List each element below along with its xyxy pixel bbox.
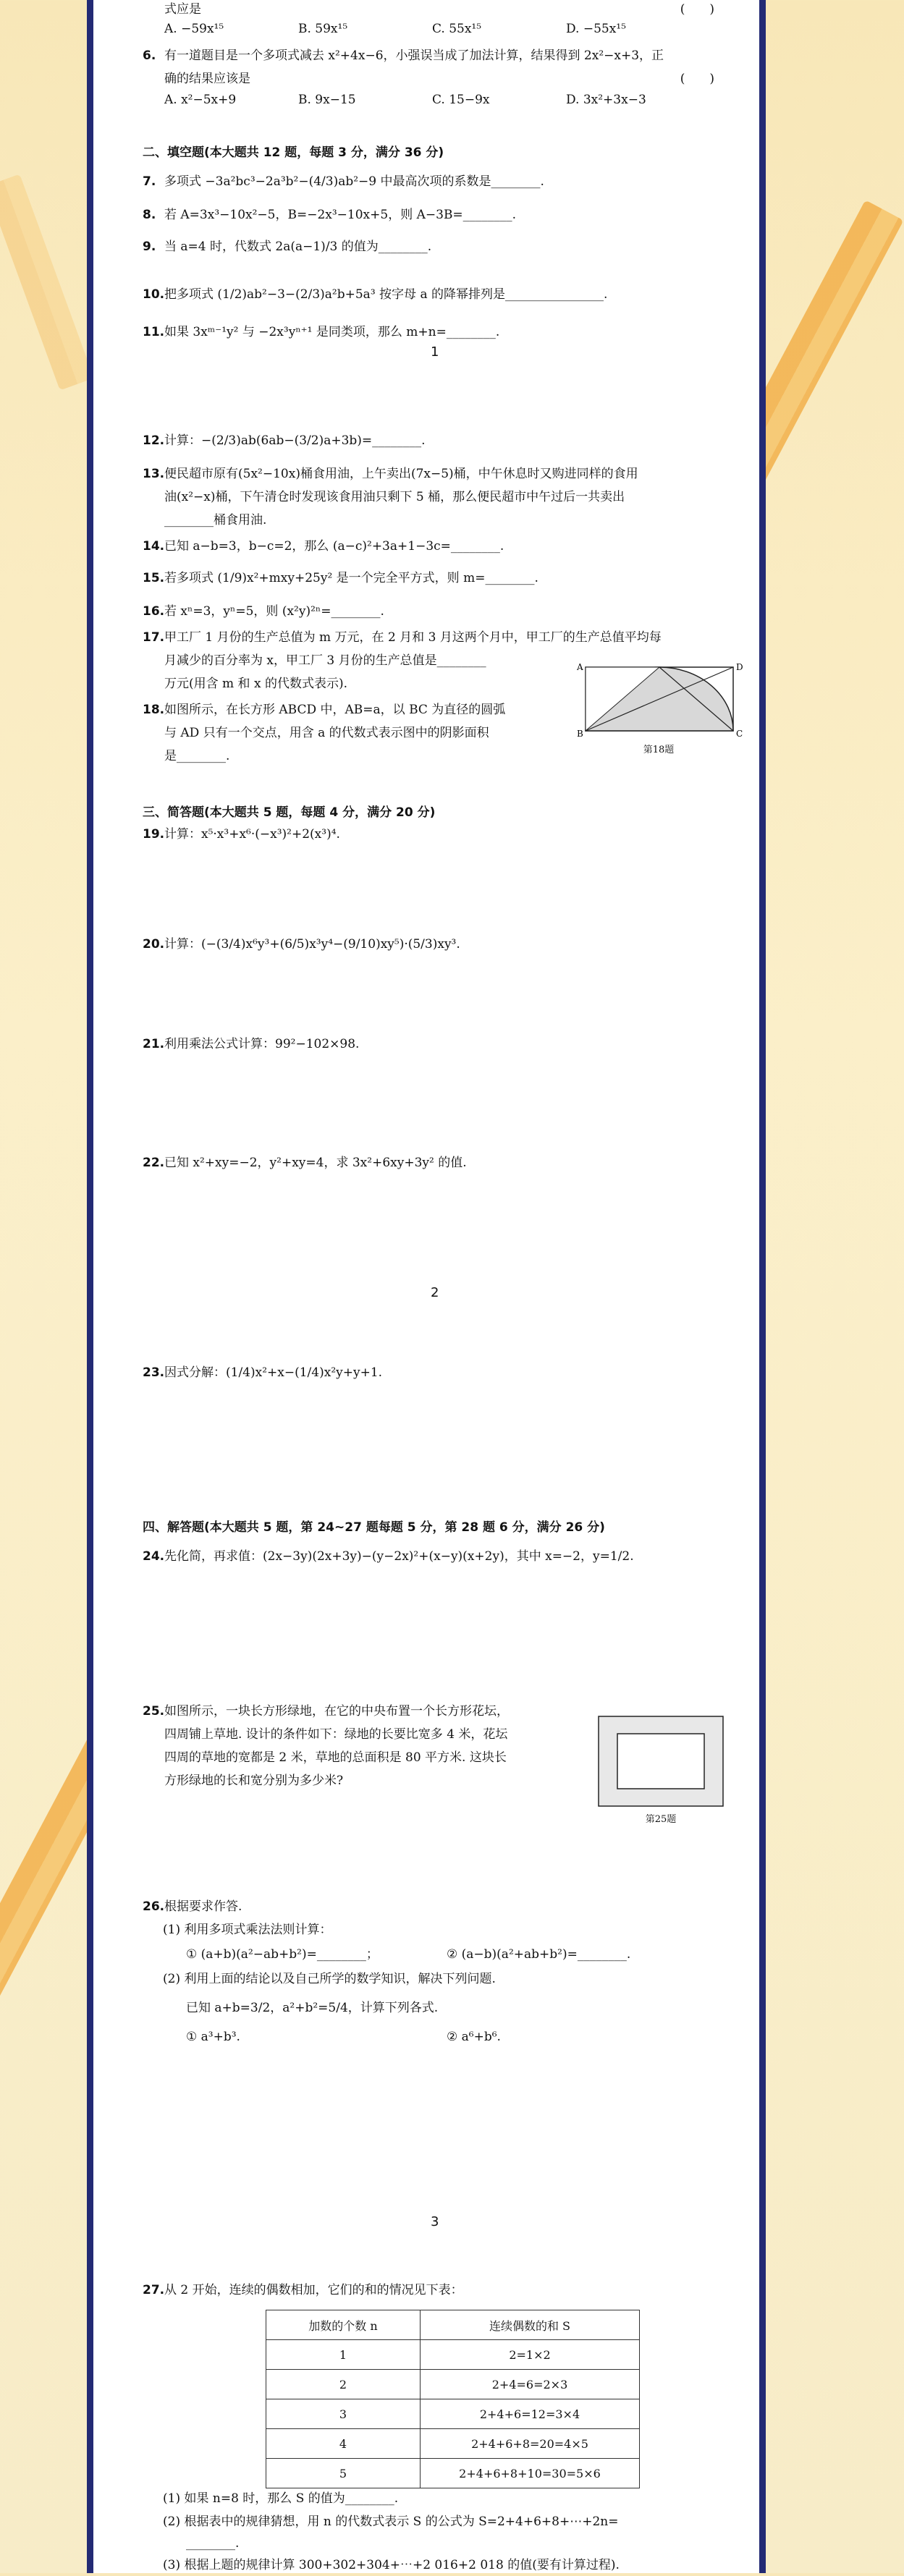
option-c: C. 55x¹⁵ [432,22,482,36]
table-cell: 3 [266,2399,421,2429]
question-27-part2: (2) 根据表中的规律猜想，用 n 的代数式表示 S 的公式为 S=2+4+6+8+⋯+2n= [163,2514,619,2529]
background-stripe-mid-left [0,174,94,390]
exam-page [87,0,766,2573]
option-a: A. x²−5x+9 [164,93,237,107]
figure-18-diagram [575,658,742,738]
question-22: 22.已知 x²+xy=−2，y²+xy=4，求 3x²+6xy+3y² 的值. [143,1156,467,1170]
option-b: B. 59x¹⁵ [298,22,348,36]
label-d: D [736,662,743,672]
question-17-line3: 万元(用含 m 和 x 的代数式表示). [164,677,347,691]
question-24: 24.先化简，再求值：(2x−3y)(2x+3y)−(y−2x)²+(x−y)(x+2y)，其中 x=−2，y=1/2. [143,1549,634,1564]
section-3-heading: 三、简答题(本大题共 5 题，每题 4 分，满分 20 分) [143,805,436,820]
label-a: A [577,662,583,672]
question-16: 16.若 xⁿ=3，yⁿ=5，则 (x²y)²ⁿ=________. [143,604,384,619]
question-23: 23.因式分解：(1/4)x²+x−(1/4)x²y+y+1. [143,1365,383,1380]
option-a: A. −59x¹⁵ [164,22,224,36]
question-13-line3: ________桶食用油. [164,513,267,528]
question-26-part2-condition: 已知 a+b=3/2，a²+b²=5/4，计算下列各式. [186,2001,439,2015]
question-5-options [164,22,729,36]
question-18-line3: 是________. [164,749,230,763]
table-cell: 2+4+6=12=3×4 [421,2399,640,2429]
question-21: 21.利用乘法公式计算：99²−102×98. [143,1037,360,1051]
question-14: 14.已知 a−b=3，b−c=2，那么 (a−c)²+3a+1−3c=________. [143,539,504,554]
question-5-tail: 式应是 ( ) [164,2,714,17]
question-8: 8. 若 A=3x³−10x²−5，B=−2x³−10x+5，则 A−3B=________. [143,208,517,222]
table-cell: 2+4=6=2×3 [421,2370,640,2399]
question-19: 19.计算：x⁵·x³+x⁶·(−x³)²+2(x³)⁴. [143,827,340,842]
even-sum-table [266,2310,640,2488]
question-11: 11.如果 3xᵐ⁻¹y² 与 −2x³yⁿ⁺¹ 是同类项，那么 m+n=________. [143,325,500,339]
option-c: C. 15−9x [432,93,490,107]
question-27-part1: (1) 如果 n=8 时，那么 S 的值为________. [163,2491,399,2506]
question-18: 18.如图所示，在长方形 ABCD 中，AB=a，以 BC 为直径的圆弧 [143,703,506,717]
question-26-part2-b: ② a⁶+b⁶. [447,2030,501,2044]
section-4-heading: 四、解答题(本大题共 5 题，第 24~27 题每题 5 分，第 28 题 6 分，满分 26 分) [143,1520,605,1535]
question-27: 27.从 2 开始，连续的偶数相加，它们的和的情况见下表： [143,2283,463,2297]
question-12: 12.计算：−(2/3)ab(6ab−(3/2)a+3b)=________. [143,433,426,448]
question-27-part3: (3) 根据上题的规律计算 300+302+304+⋯+2 016+2 018 的值(要有计算过程). [163,2558,620,2572]
option-d: D. −55x¹⁵ [566,22,626,36]
page-number-2: 2 [431,1285,439,1300]
question-25: 25.如图所示，一块长方形绿地，在它的中央布置一个长方形花坛， [143,1704,509,1719]
question-17: 17.甲工厂 1 月份的生产总值为 m 万元，在 2 月和 3 月这两个月中，甲工厂的生产总值平均每 [143,630,662,645]
question-26-part1-a: ① (a+b)(a²−ab+b²)=________； [186,1947,379,1962]
question-26-part2: (2) 利用上面的结论以及自己所学的数学知识，解决下列问题. [163,1972,496,1986]
table-cell: 2=1×2 [421,2340,640,2370]
table-row [266,2429,640,2459]
figure-25-diagram [597,1715,725,1808]
figure-18-caption: 第18题 [643,745,675,755]
table-cell: 2 [266,2370,421,2399]
table-header-row [266,2310,640,2340]
page-number-1: 1 [431,344,439,360]
table-row [266,2340,640,2370]
table-row [266,2370,640,2399]
table-row [266,2459,640,2488]
figure-25-caption: 第25题 [645,1814,677,1825]
figure-18 [575,658,742,753]
question-17-line2: 月减少的百分率为 x，甲工厂 3 月份的生产总值是________ [164,653,486,668]
table-header: 加数的个数 n [266,2310,421,2340]
question-6-line2: 确的结果应该是 ( ) [164,72,714,86]
question-15: 15.若多项式 (1/9)x²+mxy+25y² 是一个完全平方式，则 m=________. [143,571,538,585]
question-9: 9. 当 a=4 时，代数式 2a(a−1)/3 的值为________. [143,240,432,254]
table-cell: 5 [266,2459,421,2488]
question-18-line2: 与 AD 只有一个交点，用含 a 的代数式表示图中的阴影面积 [164,726,489,740]
question-26: 26.根据要求作答. [143,1899,242,1914]
question-7: 7. 多项式 −3a²bc³−2a³b²−(4/3)ab²−9 中最高次项的系数是________. [143,174,544,189]
page-number-3: 3 [431,2214,439,2229]
section-2-heading: 二、填空题(本大题共 12 题，每题 3 分，满分 36 分) [143,145,444,160]
table-cell: 4 [266,2429,421,2459]
option-b: B. 9x−15 [298,93,356,107]
label-b: B [577,729,583,739]
label-c: C [736,729,743,739]
question-13: 13.便民超市原有(5x²−10x)桶食用油，上午卖出(7x−5)桶，中午休息时又购进同样的食用 [143,467,638,481]
question-10: 10.把多项式 (1/2)ab²−3−(2/3)a²b+5a³ 按字母 a 的降幂排列是________________. [143,287,608,302]
option-d: D. 3x²+3x−3 [566,93,646,107]
question-26-part1-b: ② (a−b)(a²+ab+b²)=________. [447,1947,631,1962]
table-cell: 2+4+6+8=20=4×5 [421,2429,640,2459]
table-cell: 1 [266,2340,421,2370]
question-20: 20.计算：(−(3/4)x⁶y³+(6/5)x³y⁴−(9/10)xy⁵)·(5/3)xy³. [143,937,460,952]
table-header: 连续偶数的和 S [421,2310,640,2340]
table-row [266,2399,640,2429]
question-6-options [164,93,729,107]
question-27-part2-blank: ________. [186,2536,240,2551]
question-25-line2: 四周铺上草地. 设计的条件如下：绿地的长要比宽多 4 米，花坛 [164,1727,508,1742]
question-26-part1: (1) 利用多项式乘法法则计算： [163,1923,332,1937]
question-26-part2-a: ① a³+b³. [186,2030,240,2044]
question-25-line4: 方形绿地的长和宽分别为多少米? [164,1774,344,1788]
question-13-line2: 油(x²−x)桶，下午清仓时发现该食用油只剩下 5 桶，那么便民超市中午过后一共卖出 [164,490,625,504]
question-6: 6. 有一道题目是一个多项式减去 x²+4x−6，小强误当成了加法计算，结果得到 2x²−x+3，正 [143,48,664,63]
figure-25 [597,1715,725,1825]
table-cell: 2+4+6+8+10=30=5×6 [421,2459,640,2488]
question-25-line3: 四周的草地的宽都是 2 米，草地的总面积是 80 平方米. 这块长 [164,1750,507,1765]
